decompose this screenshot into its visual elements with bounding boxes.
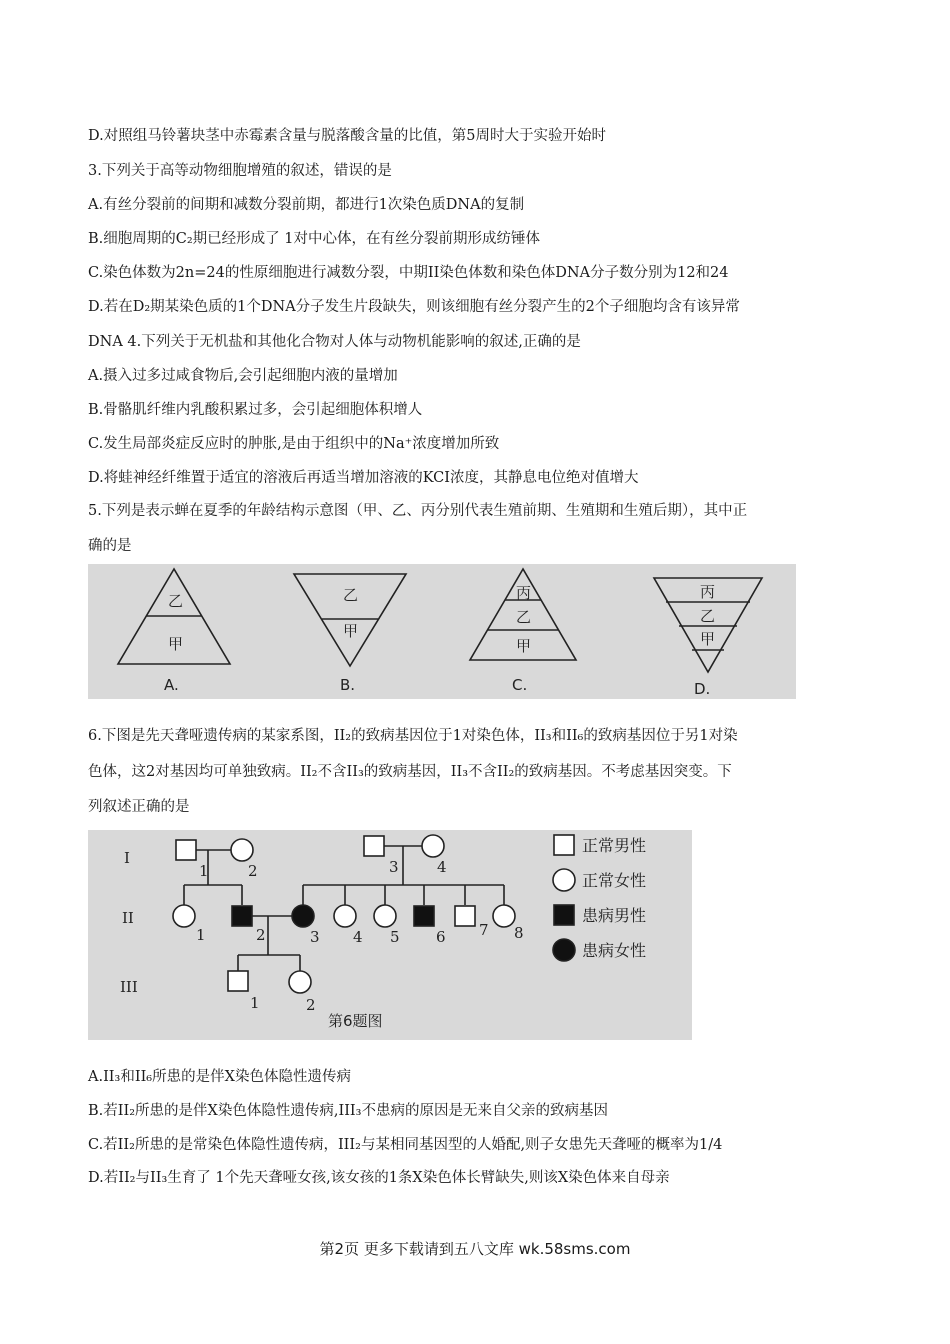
legend-normal-male-symbol [554, 835, 574, 855]
pyramid-d-label-mid: 乙 [700, 607, 716, 625]
question-3-stem: 3.下列关于高等动物细胞增殖的叙述，错误的是 [88, 163, 392, 179]
legend-affected-male: 患病男性 [582, 906, 647, 925]
gen-label-i: I [124, 849, 130, 867]
question-5-stem: 5.下列是表示蝉在夏季的年龄结构示意图（甲、乙、丙分别代表生殖前期、生殖期和生殖后期），其中正 [88, 503, 748, 519]
gen2-num-2: 2 [256, 926, 266, 944]
pyramid-a-label-bottom: 甲 [168, 635, 184, 653]
figure-6-svg [88, 830, 692, 1040]
gen1-num-2: 2 [248, 862, 258, 880]
figure-5-age-pyramids [88, 564, 796, 699]
gen1-female-4 [422, 835, 444, 857]
q4-option-d: D.将蛙神经纤维置于适宜的溶液后再适当增加溶液的KCI浓度，其静息电位绝对值增大 [88, 470, 639, 486]
q6-option-d: D.若II₂与II₃生育了 1个先天聋哑女孩,该女孩的1条X染色体长臂缺失,则该X染色体来自母亲 [88, 1170, 670, 1186]
figure-6-pedigree [88, 830, 692, 1040]
pyramid-a [118, 569, 230, 694]
gen2-num-6: 6 [436, 928, 446, 946]
legend-affected-female-symbol [553, 939, 575, 961]
gen1-num-4: 4 [437, 858, 447, 876]
gen2-num-7: 7 [479, 921, 489, 939]
gen2-num-4: 4 [353, 928, 363, 946]
gen2-num-3: 3 [310, 928, 320, 946]
legend-affected-female: 患病女性 [582, 941, 647, 960]
gen2-female-5 [374, 905, 396, 927]
pyramid-c-label-bottom: 甲 [516, 637, 532, 655]
gen-label-iii: III [120, 978, 138, 996]
q6-option-a: A.II₃和II₆所患的是伴X染色体隐性遗传病 [88, 1069, 351, 1085]
gen1-female-2 [231, 839, 253, 861]
q3-option-b: B.细胞周期的C₂期已经形成了 1对中心体，在有丝分裂前期形成纺锤体 [88, 231, 541, 247]
question-6-stem-end: 列叙述正确的是 [88, 799, 190, 815]
q4-option-b: B.骨骼肌纤维内乳酸积累过多，会引起细胞体积增人 [88, 402, 423, 418]
gen1-num-1: 1 [199, 862, 209, 880]
question-6-stem-cont: 色体，这2对基因均可单独致病。II₂不含II₃的致病基因，II₃不含II₂的致病基因。不考虑基因突变。下 [88, 764, 732, 780]
gen-label-ii: II [122, 909, 134, 927]
gen2-female-8 [493, 905, 515, 927]
gen2-num-5: 5 [390, 928, 400, 946]
option-c-label: C. [512, 676, 528, 694]
q3-option-a: A.有丝分裂前的间期和减数分裂前期，都进行1次染色质DNA的复制 [88, 197, 525, 213]
q3-option-c: C.染色体数为2n=24的性原细胞进行减数分裂，中期II染色体数和染色体DNA分子数分别为12和24 [88, 265, 729, 281]
gen3-female-2 [289, 971, 311, 993]
gen2-affected-female-3 [292, 905, 314, 927]
gen2-num-1: 1 [196, 926, 206, 944]
gen1-male-1 [176, 840, 196, 860]
pyramid-a-label-top: 乙 [168, 592, 184, 610]
gen3-num-2: 2 [306, 996, 316, 1014]
option-a-label: A. [164, 676, 179, 694]
gen3-num-1: 1 [250, 994, 260, 1012]
gen2-female-1 [173, 905, 195, 927]
gen3-male-1 [228, 971, 248, 991]
pyramid-d-label-bottom: 甲 [700, 630, 716, 648]
q4-option-a: A.摄入过多过咸食物后,会引起细胞内液的量增加 [88, 368, 398, 384]
figure-6-caption: 第6题图 [328, 1012, 383, 1030]
q4-option-c: C.发生局部炎症反应时的肿胀,是由于组织中的Na⁺浓度增加所致 [88, 436, 500, 452]
pyramid-c-label-mid: 乙 [516, 608, 532, 626]
page-footer: 第2页 更多下载请到五八文库 wk.58sms.com [319, 1240, 631, 1258]
pyramid-c [470, 569, 576, 694]
question-6-stem: 6.下图是先天聋哑遗传病的某家系图，II₂的致病基因位于1对染色体，II₃和II₆的致病基因位于另1对染 [88, 728, 738, 744]
pyramid-d-label-top: 丙 [700, 583, 716, 601]
gen1-num-3: 3 [389, 858, 399, 876]
option-d-label: D. [694, 680, 711, 698]
legend-normal-female-symbol [553, 869, 575, 891]
question-5-stem-cont: 确的是 [88, 538, 132, 554]
q3-option-d: D.若在D₂期某染色质的1个DNA分子发生片段缺失，则该细胞有丝分裂产生的2个子细胞均含有该异常 [88, 299, 740, 315]
text-line: D.对照组马铃薯块茎中赤霉素含量与脱落酸含量的比值，第5周时大于实验开始时 [88, 128, 606, 144]
gen2-female-4 [334, 905, 356, 927]
gen2-num-8: 8 [514, 924, 524, 942]
pyramid-b-label-top: 乙 [343, 586, 359, 604]
q6-option-b: B.若II₂所患的是伴X染色体隐性遗传病,III₃不患病的原因是无来自父亲的致病基因 [88, 1103, 608, 1119]
gen2-male-7 [455, 906, 475, 926]
legend-affected-male-symbol [554, 905, 574, 925]
legend-normal-male: 正常男性 [582, 836, 647, 855]
pyramid-d [654, 578, 762, 698]
pyramid-b [294, 574, 406, 694]
q6-option-c: C.若II₂所患的是常染色体隐性遗传病，III₂与某相同基因型的人婚配,则子女患先天聋哑的概率为1/4 [88, 1137, 723, 1153]
pyramid-b-label-bottom: 甲 [343, 622, 359, 640]
pyramid-c-label-top: 丙 [516, 584, 532, 602]
option-b-label: B. [340, 676, 356, 694]
legend-normal-female: 正常女性 [582, 871, 647, 890]
gen2-affected-male-6 [414, 906, 434, 926]
gen1-male-3 [364, 836, 384, 856]
gen2-affected-male-2 [232, 906, 252, 926]
figure-5-svg [88, 564, 796, 699]
question-4-stem: DNA 4.下列关于无机盐和其他化合物对人体与动物机能影响的叙述,正确的是 [88, 334, 581, 350]
